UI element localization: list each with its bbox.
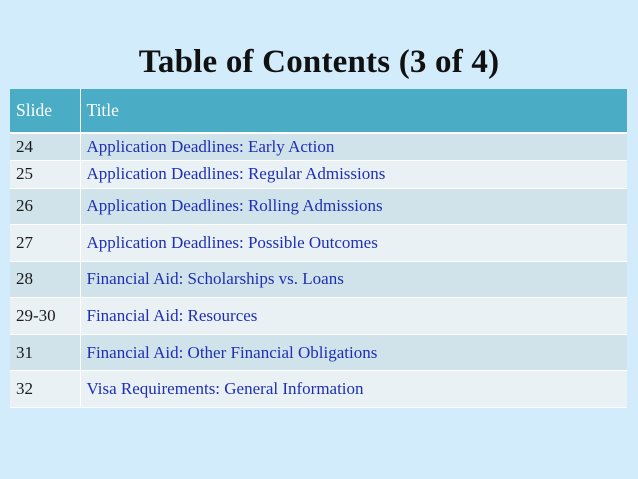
slide-title-link[interactable]: Financial Aid: Scholarships vs. Loans xyxy=(86,269,344,289)
slide-title-link[interactable]: Financial Aid: Resources xyxy=(86,306,258,326)
slide-title-link[interactable]: Application Deadlines: Possible Outcomes xyxy=(86,232,378,252)
table-row xyxy=(10,371,627,408)
table-row xyxy=(10,188,627,225)
table-row xyxy=(10,225,627,262)
slide-number: 25 xyxy=(10,160,80,188)
slide-number: 31 xyxy=(10,334,80,371)
slide-title-link[interactable]: Application Deadlines: Rolling Admissions xyxy=(86,196,383,216)
slide-number: 28 xyxy=(10,261,80,298)
table-row xyxy=(10,334,627,371)
contents-table xyxy=(10,89,627,408)
slide-number: 27 xyxy=(10,225,80,262)
slide-title-link[interactable]: Visa Requirements: General Information xyxy=(86,379,364,399)
table-header-row xyxy=(10,89,627,133)
slide-title-link[interactable]: Application Deadlines: Early Action xyxy=(86,136,335,156)
slide-number: 26 xyxy=(10,188,80,225)
page-title: Table of Contents (3 of 4) xyxy=(138,44,500,80)
slide-number: 29-30 xyxy=(10,298,80,335)
column-header-title: Title xyxy=(80,89,627,133)
table-row xyxy=(10,298,627,335)
slide-title-link[interactable]: Application Deadlines: Regular Admissions xyxy=(86,164,386,183)
table-row xyxy=(10,133,627,160)
column-header-slide: Slide xyxy=(10,89,80,133)
slide-title-link[interactable]: Financial Aid: Other Financial Obligations xyxy=(86,342,378,362)
slide-number: 24 xyxy=(10,133,80,160)
table-row xyxy=(10,160,627,188)
slide-number: 32 xyxy=(10,371,80,408)
table-row xyxy=(10,261,627,298)
